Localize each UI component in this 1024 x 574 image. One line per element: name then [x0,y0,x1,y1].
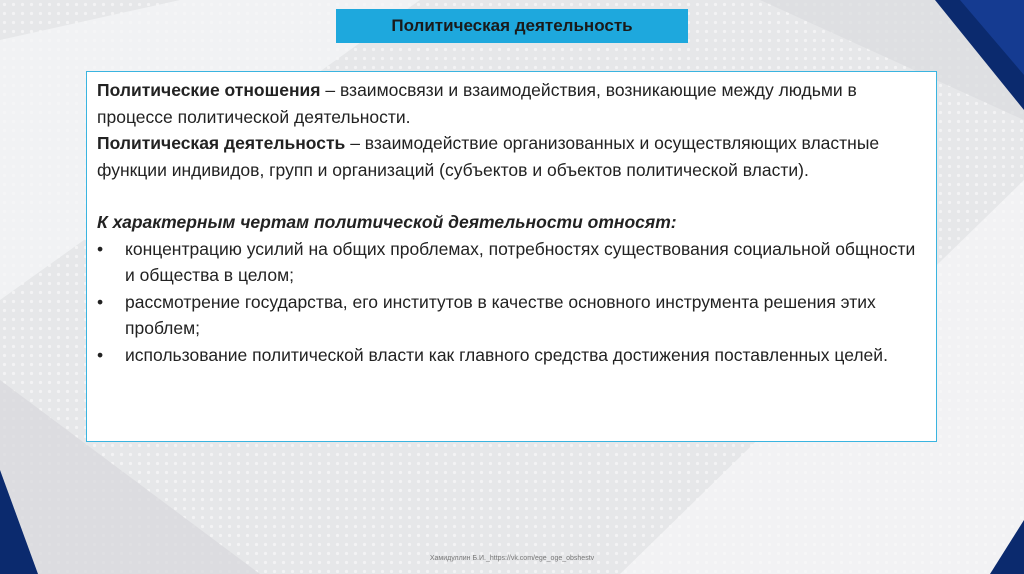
slide-title [336,9,688,43]
footer-credit: Хамидуллин Б.И._https://vk.com/ege_oge_obshestv [429,555,595,562]
list-item [97,289,926,342]
spacer [97,183,926,209]
definition-1 [97,77,926,130]
definition-2 [97,130,926,183]
feature-text: рассмотрение государства, его институтов в качестве основного инструмента решения этих проблем; [125,291,876,338]
bullet-icon: • [97,238,104,259]
feature-text: использование политической власти как главного средства достижения поставленных целей. [125,344,888,365]
content-box [86,71,937,442]
slide-title-text: Политическая деятельность [391,16,633,35]
bullet-icon: • [97,291,104,312]
list-item [97,236,926,289]
feature-text: концентрацию усилий на общих проблемах, потребностях существования социальной общности и общества в целом; [125,238,916,285]
features-intro: К характерным чертам политической деятельности относят: [97,212,677,232]
features-list [97,236,926,369]
definition-2-text: – взаимодействие организованных и осуществляющих властные функции индивидов, групп и организаций (субъектов и объектов политической власти). [97,133,880,180]
definition-1-term: Политические отношения [97,80,321,100]
list-item [97,342,926,369]
bullet-icon: • [97,344,104,365]
definition-2-term: Политическая деятельность [97,133,346,153]
definition-1-text: – взаимосвязи и взаимодействия, возникающие между людьми в процессе политической деятельности. [97,80,857,127]
